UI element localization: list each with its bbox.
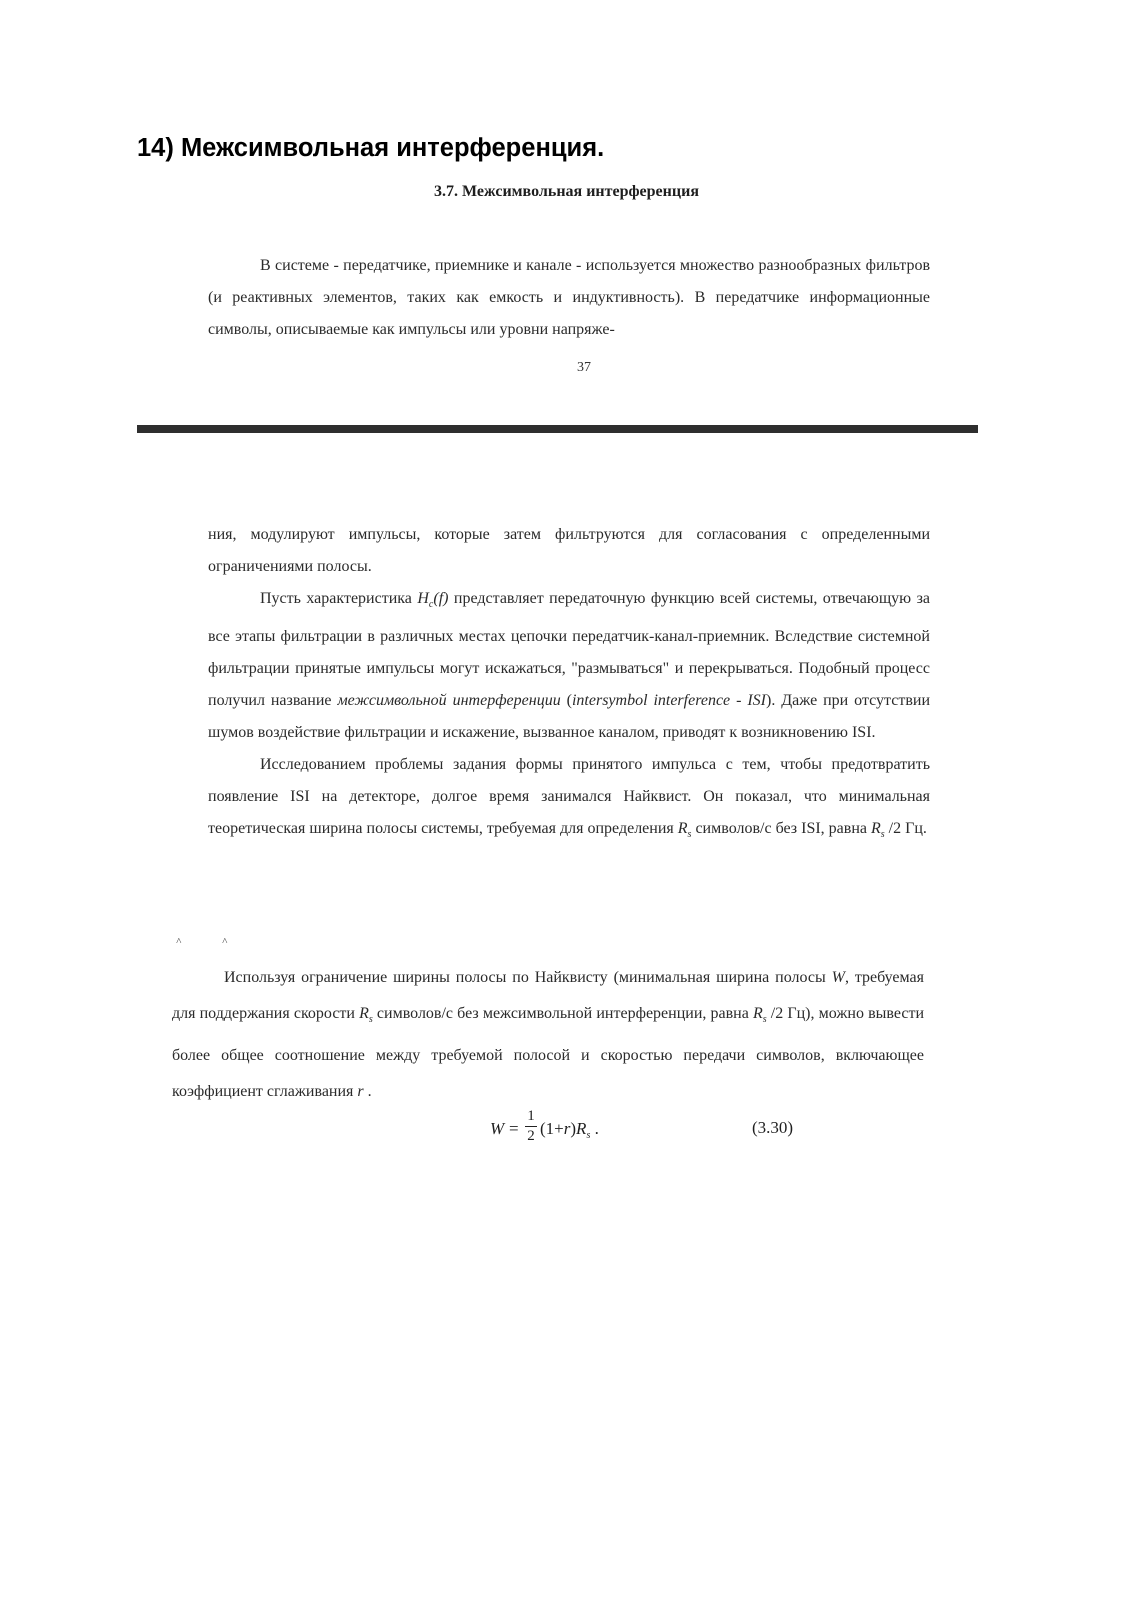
page-number: 37 — [577, 360, 591, 375]
paragraph — [172, 960, 924, 1110]
page-heading: 14) Межсимвольная интерференция. — [137, 134, 605, 162]
equation-3-30 — [490, 1108, 810, 1152]
scan-marks — [176, 936, 268, 947]
math-symbol: R — [752, 1005, 763, 1022]
math-operator: = — [509, 1119, 519, 1138]
math-symbol: W — [490, 1119, 505, 1138]
fraction — [525, 1108, 537, 1145]
text-run: ) — [570, 1119, 577, 1138]
term-emphasis: intersymbol interference - ISI — [571, 692, 766, 709]
text-run: ( — [560, 692, 572, 709]
paragraph: В системе - передатчике, приемнике и канале - используется множество разнообразных фильтров (и реактивных элементов, таких как емкость и индуктивность). В передатчике информационные символы, описываемые как импульсы или уровни напряже- — [208, 257, 930, 338]
text-run: (1+ — [540, 1119, 564, 1138]
math-subscript: s — [368, 1014, 373, 1025]
math-subscript: s — [880, 829, 885, 840]
math-symbol: (f) — [433, 590, 449, 607]
text-run: /2 Гц. — [884, 820, 927, 837]
math-subscript: s — [687, 829, 692, 840]
math-symbol: r — [357, 1083, 364, 1100]
math-subscript: c — [428, 599, 434, 610]
text-run: /2 Гц), можно вывести более общее соотношение между требуемой полосой и скоростью передачи символов, включающее коэффициент сглаживания — [172, 1005, 925, 1100]
math-symbol: R — [576, 1119, 587, 1138]
fraction-denominator: 2 — [527, 1128, 535, 1144]
text-run: . — [363, 1083, 372, 1100]
scan-mark: ˄ — [222, 936, 228, 947]
text-run: , требуемая для поддержания скорости — [172, 969, 925, 1022]
math-symbol: R — [677, 820, 688, 837]
math-symbol: W — [831, 969, 845, 986]
text-run: Исследованием проблемы задания формы принятого импульса с тем, чтобы предотвратить появление ISI на детекторе, долгое время занимался Найквист. Он показал, что минимальная теоретическая ширина полосы системы, требуемая для определения — [208, 756, 930, 837]
paragraph — [208, 583, 930, 749]
math-symbol: H — [417, 590, 429, 607]
equation-number: (3.30) — [752, 1118, 794, 1137]
math-subscript: s — [586, 1130, 591, 1141]
paragraph — [208, 749, 930, 851]
text-run: ). Даже при отсутствии шумов воздействие фильтрации и искажение, вызванное каналом, приводят к возникновению ISI. — [208, 692, 931, 741]
math-symbol: R — [870, 820, 881, 837]
equation-body — [540, 1119, 599, 1141]
text-run: символов/с без ISI, равна — [691, 820, 871, 837]
paragraph-block-top — [208, 250, 930, 346]
fraction-numerator: 1 — [527, 1108, 535, 1124]
fraction-bar — [525, 1126, 537, 1127]
text-run: представляет передаточную функцию всей системы, отвечающую за все этапы фильтрации в различных местах цепочки передатчик-канал-приемник. Вследствие системной фильтрации принятые импульсы могут искажаться, "размываться" и перекрываться. Подобный процесс получил название — [208, 590, 931, 709]
term-emphasis: межсимвольной интерференции — [337, 692, 561, 709]
paragraph-block-main — [208, 519, 930, 851]
scan-mark: ˄ — [176, 936, 182, 947]
section-title: 3.7. Межсимвольная интерференция — [434, 183, 699, 200]
text-run: . — [590, 1119, 599, 1138]
math-symbol: R — [359, 1005, 369, 1022]
page-divider — [137, 425, 978, 433]
paragraph: ния, модулируют импульсы, которые затем фильтруются для согласования с определенными ограничениями полосы. — [208, 526, 930, 575]
math-subscript: s — [762, 1014, 767, 1025]
math-symbol: r — [563, 1119, 571, 1138]
text-run: символов/с без межсимвольной интерференции, равна — [372, 1005, 753, 1022]
text-run: Используя ограничение ширины полосы по Найквисту (минимальная ширина полосы — [224, 969, 832, 986]
paragraph-block-bottom — [172, 960, 924, 1110]
text-run: Пусть характеристика — [260, 590, 418, 607]
